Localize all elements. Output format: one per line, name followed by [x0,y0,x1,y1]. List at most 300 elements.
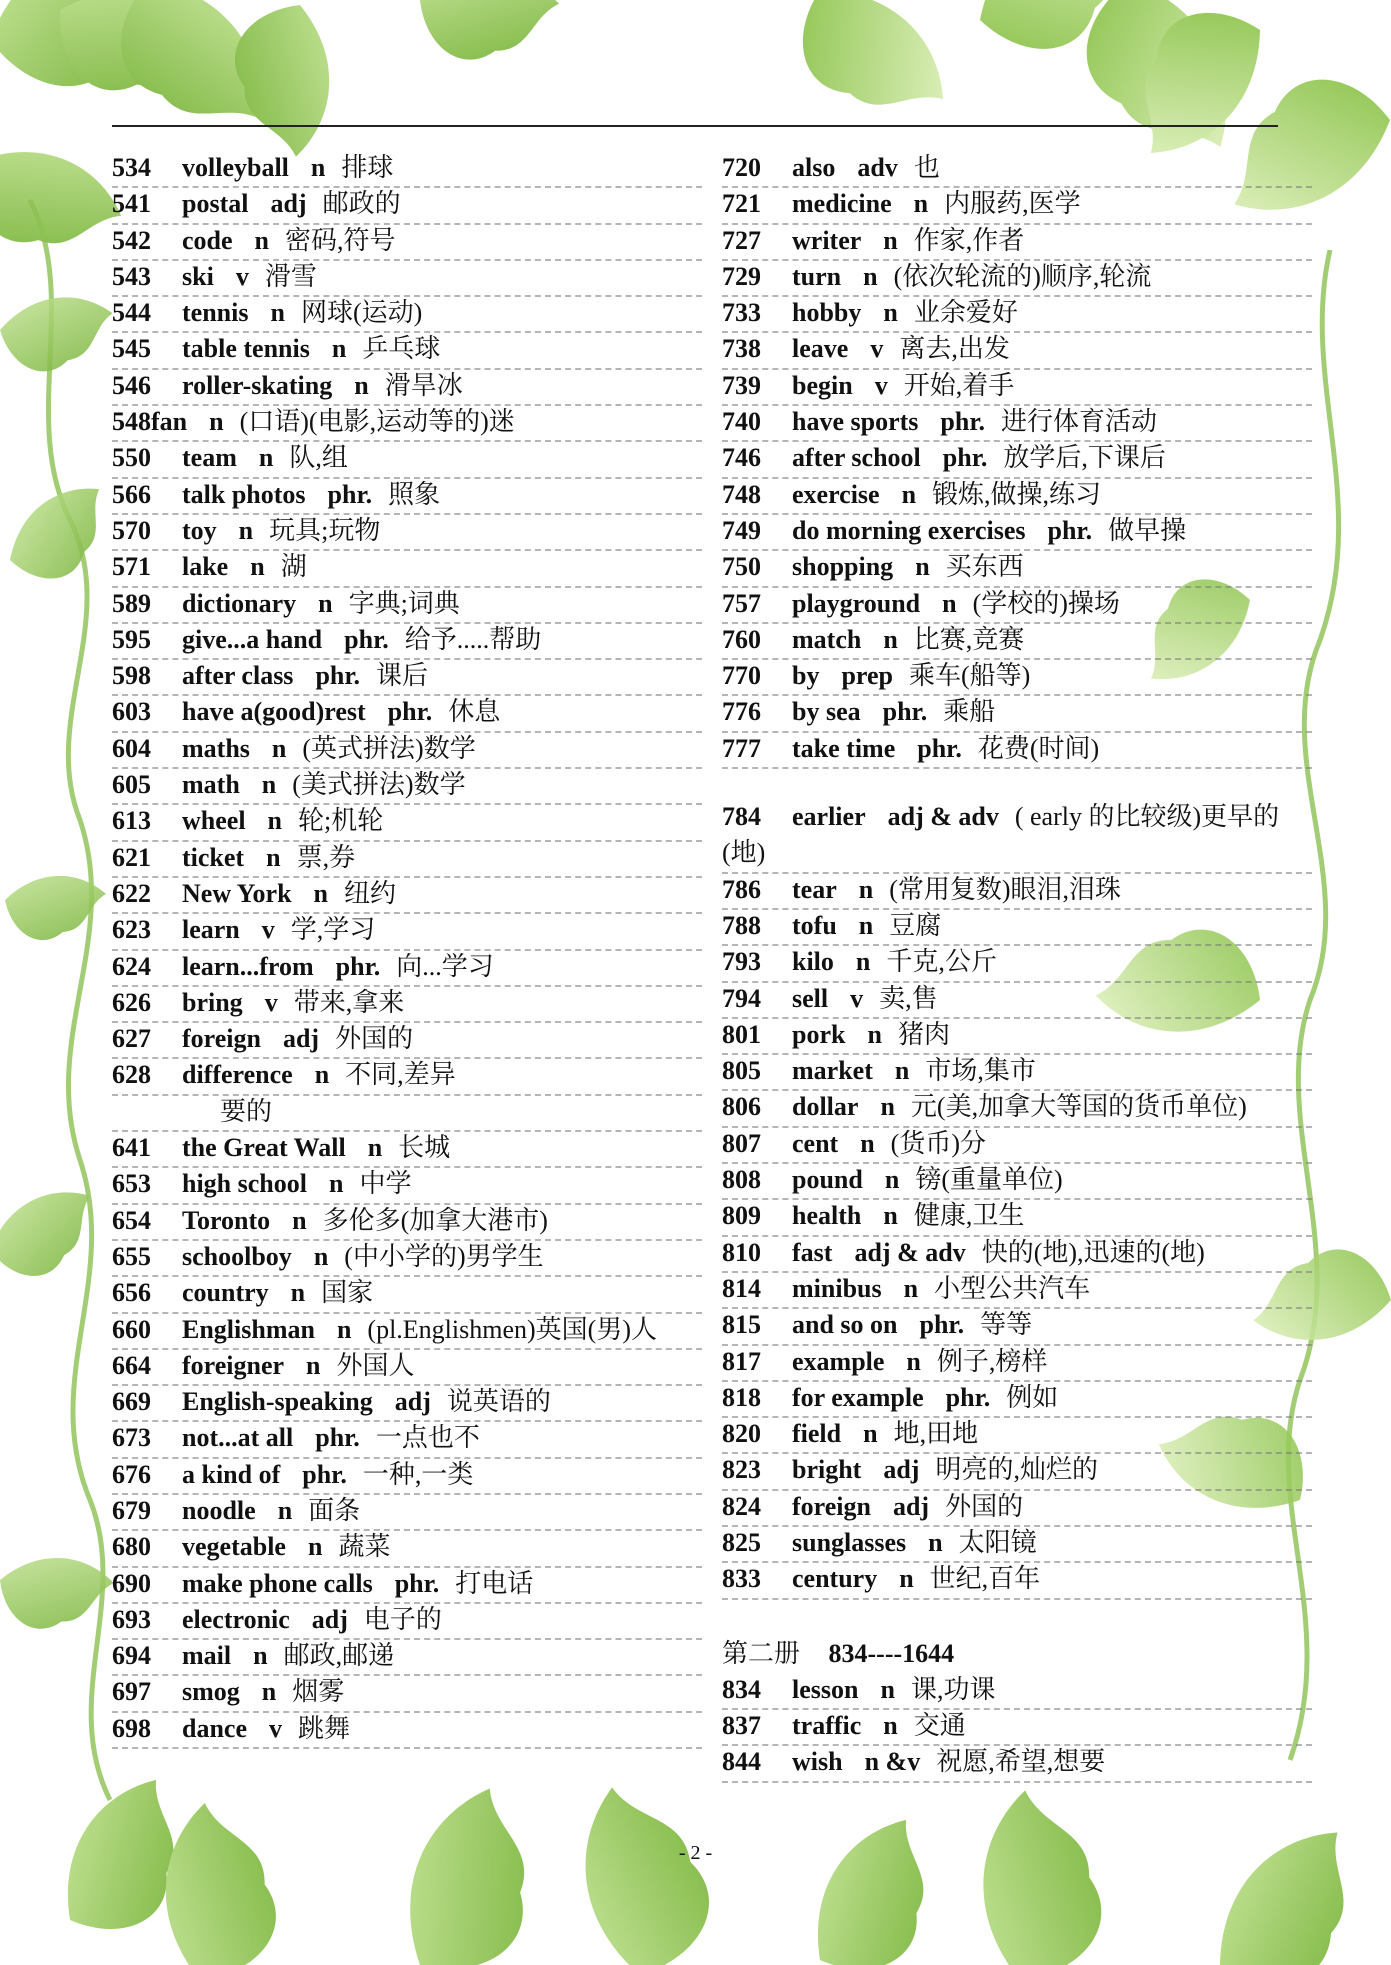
entry-word: electronic [182,1604,290,1634]
entry-definition: 祝愿,希望,想要 [936,1747,1106,1777]
vocab-entry [112,1638,702,1676]
entry-word: for example [792,1382,924,1412]
entry-pos: prep [841,661,893,691]
entry-definition: 中学 [359,1169,412,1199]
entry-definition: 健康,卫生 [913,1201,1025,1231]
entry-number: 729 [722,261,761,291]
entry-number: 746 [722,443,761,473]
entry-pos: n [261,1677,277,1707]
entry-number: 820 [722,1419,761,1449]
vocab-entry [112,1130,702,1168]
entry-pos: adj [892,1491,930,1521]
entry-word: have a(good)rest [182,697,366,727]
vocab-entry [112,513,702,551]
vocab-entry [112,477,702,515]
entry-number: 566 [112,479,151,509]
entry-word: pork [792,1019,846,1049]
vocab-entry [722,223,1312,261]
vocab-entry [112,440,702,478]
entry-number: 698 [112,1713,151,1743]
vocab-entry [112,1203,702,1241]
right-column-group-b [722,799,1312,1600]
vocab-entry [112,586,702,624]
entry-number: 794 [722,983,761,1013]
vocab-entry [722,981,1312,1019]
entry-word: tofu [792,910,837,940]
entry-number: 613 [112,806,151,836]
vocab-entry [722,368,1312,406]
entry-definition: 说英语的 [446,1387,551,1417]
entry-pos: v [874,370,888,400]
entry-number: 697 [112,1677,151,1707]
entry-definition: 电子的 [363,1604,442,1634]
entry-word: also [792,153,836,182]
entry-definition: 元(美,加拿大等国的货币单位) [910,1092,1247,1122]
entry-number: 757 [722,588,761,618]
entry-word: sell [792,983,829,1013]
entry-number: 784 [722,802,761,832]
entry-word: the Great Wall [182,1133,346,1163]
entry-word: medicine [792,189,892,219]
entry-number: 806 [722,1092,761,1122]
entry-pos: n [858,910,874,940]
entry-definition: (中小学的)男学生 [344,1241,544,1271]
vocab-entry [112,912,702,950]
entry-pos: n [277,1495,293,1525]
entry-pos: n [329,1169,344,1199]
entry-word: and so on [792,1310,898,1340]
entry-word: difference [182,1060,293,1090]
entry-definition: 世纪,百年 [929,1564,1041,1594]
entry-pos: phr. [1047,515,1093,545]
entry-definition: 内服药,医学 [944,189,1081,219]
entry-number: 801 [722,1019,761,1049]
vocab-entry [722,799,1312,874]
vocab-entry [112,1674,702,1712]
entry-definition: 放学后,下课后 [1003,443,1166,473]
entry-number: 788 [722,910,761,940]
entry-word: learn [182,915,240,945]
entry-definition: (美式拼法)数学 [292,770,466,800]
entry-definition: 票,券 [296,842,356,872]
entry-number: 622 [112,878,151,908]
entry-definition: 市场,集市 [925,1056,1036,1086]
entry-definition: 也 [913,153,940,182]
vocab-entry [722,731,1312,769]
entry-pos: adj [883,1455,920,1485]
vocab-entry [722,331,1312,369]
entry-definition: 照象 [388,479,441,509]
vocab-entry [722,549,1312,587]
entry-number: 823 [722,1455,761,1485]
entry-definition: 轮;机轮 [298,806,384,836]
entry-pos: phr. [302,1459,347,1489]
entry-definition: ( early 的比较级)更早的(地) [722,802,1280,868]
entry-number: 548fan [112,407,188,437]
entry-number: 679 [112,1495,151,1525]
entry-word: country [182,1278,269,1308]
entry-word: traffic [792,1711,862,1741]
entry-word: kilo [792,947,834,977]
entry-definition: 外国人 [336,1350,415,1380]
entry-pos: adv [857,153,898,182]
entry-definition: 湖 [280,552,307,582]
entry-pos: v [850,983,864,1013]
entry-word: not...at all [182,1423,294,1453]
entry-number: 739 [722,370,761,400]
entry-number: 770 [722,661,761,691]
entry-definition: (货币)分 [890,1128,986,1158]
vocab-entry [722,186,1312,224]
vocab-entry [112,549,702,587]
entry-number: 550 [112,443,151,473]
entry-word: by [792,661,820,691]
entry-pos: n [310,153,326,182]
entry-number: 721 [722,189,761,219]
right-column-group-c [722,1672,1312,1783]
vocab-entry [112,1312,702,1350]
entry-number: 589 [112,588,151,618]
entry-definition: 滑雪 [264,261,317,291]
entry-definition: 学,学习 [290,915,376,945]
entry-word: math [182,770,240,800]
entry-definition: 打电话 [455,1568,534,1598]
entry-definition: 千克,公斤 [886,947,997,977]
entry-pos: n [290,1278,306,1308]
entry-number: 833 [722,1564,761,1594]
entry-number: 621 [112,842,151,872]
vocab-entry [722,1561,1312,1599]
entry-pos: n [253,1641,268,1671]
entry-definition: 例如 [1006,1382,1059,1412]
entry-number: 749 [722,515,761,545]
entry-pos: n [880,1092,895,1122]
vocab-entry [722,1672,1312,1710]
entry-number: 605 [112,770,151,800]
vocab-entry [722,586,1312,624]
vocab-entry [112,1566,702,1604]
entry-word: fast [792,1237,833,1267]
entry-pos: n [942,588,957,618]
entry-definition: 给予.....帮助 [404,624,542,654]
vocab-entry [722,1271,1312,1309]
entry-definition: 字典;词典 [348,588,460,618]
entry-pos: phr. [882,697,928,727]
entry-definition: 向...学习 [396,951,494,981]
entry-pos: n [883,624,898,654]
entry-number: 627 [112,1024,151,1054]
entry-definition: 作家,作者 [913,225,1025,255]
entry-number: 669 [112,1387,151,1417]
entry-word: team [182,443,237,473]
entry-pos: phr. [394,1568,440,1598]
vocab-entry [722,477,1312,515]
entry-number: 807 [722,1128,761,1158]
entry-definition: 离去,出发 [899,334,1010,364]
entry-number: 626 [112,987,151,1017]
entry-definition: 纽约 [344,878,397,908]
vocab-entry [722,1126,1312,1164]
entry-definition: 猪肉 [897,1019,950,1049]
entry-pos: n [367,1133,383,1163]
vocab-entry [722,944,1312,982]
entry-number: 690 [112,1568,151,1598]
entry-number: 738 [722,334,761,364]
entry-pos: n [266,842,281,872]
entry-definition: 花费(时间) [977,733,1100,763]
entry-word: smog [182,1677,240,1707]
vocab-entry [112,1021,702,1059]
entry-word: postal [182,189,249,219]
entry-pos: n [271,733,287,763]
entry-word: have sports [792,407,919,437]
entry-definition: 课后 [376,661,429,691]
entry-number: 603 [112,697,151,727]
spacer [722,767,1312,799]
entry-word: foreign [792,1491,871,1521]
entry-number: 654 [112,1205,151,1235]
entry-definition: 多伦多(加拿大港市) [322,1205,548,1235]
entry-number: 760 [722,624,761,654]
entry-number: 628 [112,1060,151,1090]
entry-pos: n &v [864,1747,921,1777]
entry-definition: 滑旱冰 [384,370,463,400]
entry-number: 570 [112,515,151,545]
entry-number: 571 [112,552,151,582]
entry-definition: 卖,售 [879,983,938,1013]
vocab-entry [112,1239,702,1277]
vocab-entry [112,767,702,805]
entry-pos: n [903,1273,919,1303]
entry-pos: n [867,1019,882,1049]
entry-definition: (英式拼法)数学 [302,733,476,763]
vocab-entry [112,404,702,442]
vocab-entry [722,872,1312,910]
entry-number: 740 [722,407,761,437]
entry-pos: phr. [945,1382,991,1412]
entry-definition: 课,功课 [910,1674,996,1704]
entry-definition: 不同,差异 [345,1060,456,1090]
entry-word: learn...from [182,951,314,981]
vocab-entry [722,1344,1312,1382]
entry-word: give...a hand [182,624,323,654]
entry-definition: 网球(运动) [300,298,423,328]
entry-number: 656 [112,1278,151,1308]
spacer [722,1598,1312,1630]
entry-pos: n [336,1314,352,1344]
entry-definition: 邮政的 [322,189,401,219]
entry-pos: n [883,225,898,255]
entry-word: toy [182,515,217,545]
vocab-entry [112,731,702,769]
entry-number: 641 [112,1133,151,1163]
vocab-entry [112,658,702,696]
entry-word: playground [792,588,921,618]
entry-number: 543 [112,261,151,291]
entry-definition: 跳舞 [298,1713,351,1743]
entry-pos: n [884,1165,900,1195]
right-column-group-a [722,150,1312,769]
entry-pos: n [261,770,277,800]
entry-pos: v [264,987,278,1017]
entry-number: 544 [112,298,151,328]
entry-definition: (学校的)操场 [972,588,1120,618]
entry-definition: 乘船 [943,697,996,727]
entry-definition: 等等 [980,1310,1033,1340]
vocab-entry [722,1162,1312,1200]
entry-number: 595 [112,624,151,654]
entry-pos: phr. [315,1423,360,1453]
entry-word: table tennis [182,334,310,364]
entry-word: New York [182,878,292,908]
vocab-entry [722,1307,1312,1345]
entry-pos: n [880,1674,895,1704]
entry-definition: 一点也不 [375,1423,480,1453]
entry-definition: 外国的 [945,1491,1024,1521]
entry-word: tennis [182,298,249,328]
entry-definition: 面条 [308,1495,361,1525]
entry-definition: 长城 [398,1133,451,1163]
vocab-entry [722,658,1312,696]
vocab-entry [112,150,702,188]
vocab-entry [112,1384,702,1422]
entry-word: after school [792,443,921,473]
right-column [722,150,1312,1781]
entry-definition: 地,田地 [893,1419,979,1449]
entry-definition: (依次轮流的)顺序,轮流 [893,261,1152,291]
vocab-entry [112,1166,702,1204]
entry-pos: n [855,947,871,977]
entry-word: vegetable [182,1532,286,1562]
entry-word: bring [182,987,243,1017]
entry-word: health [792,1201,862,1231]
left-column [112,150,702,1747]
vocab-entry [722,1198,1312,1236]
vocab-entry [722,440,1312,478]
entry-pos: adj & adv [854,1237,966,1267]
entry-pos: adj [394,1387,431,1417]
entry-number: 814 [722,1273,761,1303]
entry-pos: n [883,298,898,328]
vocab-entry [722,1416,1312,1454]
vocab-entry [112,1348,702,1386]
entry-definition: 开始,着手 [903,370,1015,400]
entry-word: a kind of [182,1459,281,1489]
entry-pos: n [863,261,878,291]
vocab-entry [722,1235,1312,1273]
entry-pos: n [354,370,369,400]
entry-pos: n [331,334,347,364]
entry-pos: phr. [315,661,361,691]
entry-number: 825 [722,1527,761,1557]
entry-word: volleyball [182,153,289,182]
entry-word: schoolboy [182,1241,292,1271]
entry-number: 660 [112,1314,151,1344]
entry-word: hobby [792,298,862,328]
entry-number: 693 [112,1604,151,1634]
entry-word: match [792,624,862,654]
vocab-entry [112,1529,702,1567]
entry-word: market [792,1056,873,1086]
entry-word: maths [182,733,250,763]
vocab-entry [722,295,1312,333]
entry-number: 844 [722,1747,761,1777]
entry-pos: n [860,1128,875,1158]
entry-definition: 一种,一类 [362,1459,474,1489]
vocab-entry [112,803,702,841]
entry-pos: v [235,261,249,291]
vocab-entry [722,150,1312,188]
entry-number: 818 [722,1382,761,1412]
entry-definition: 休息 [448,697,501,727]
entry-definition: 蔬菜 [338,1532,391,1562]
entry-pos: phr. [940,407,985,437]
entry-pos: adj [270,189,307,219]
entry-pos: n [209,407,224,437]
entry-definition: 业余爱好 [913,298,1018,328]
entry-word: wheel [182,806,246,836]
entry-definition: 买东西 [945,552,1024,582]
entry-number: 834 [722,1674,761,1704]
entry-word: dictionary [182,588,297,618]
entry-number: 694 [112,1641,151,1671]
entry-number: 808 [722,1165,761,1195]
entry-number: 546 [112,370,151,400]
entry-definition: 乘车(船等) [909,661,1031,691]
entry-word: high school [182,1169,307,1199]
entry-number: 655 [112,1241,151,1271]
entry-word: ticket [182,842,245,872]
vocab-entry [112,949,702,987]
entry-number: 623 [112,915,151,945]
entry-number: 817 [722,1346,761,1376]
entry-number: 750 [722,552,761,582]
vocab-entry [112,223,702,261]
entry-word: leave [792,334,849,364]
entry-word: pound [792,1165,863,1195]
vocab-entry [722,1017,1312,1055]
entry-pos: n [258,443,274,473]
entry-definition: 比赛,竞赛 [913,624,1025,654]
entry-number: 720 [722,153,761,182]
entry-word: do morning exercises [792,515,1026,545]
entry-word: dance [182,1713,247,1743]
entry-pos: n [883,1711,898,1741]
entry-pos: n [915,552,930,582]
entry-number: 727 [722,225,761,255]
entry-number: 676 [112,1459,151,1489]
entry-pos: n [314,1060,330,1090]
vocab-entry [722,622,1312,660]
entry-number: 824 [722,1491,761,1521]
entry-number: 776 [722,697,761,727]
entry-word: roller-skating [182,370,333,400]
vocab-entry [112,1094,702,1132]
entry-word: earlier [792,802,866,832]
entry-word: cent [792,1128,839,1158]
entry-number: 542 [112,225,151,255]
entry-pos: n [894,1056,910,1086]
entry-number: 809 [722,1201,761,1231]
entry-pos: n [906,1346,921,1376]
entry-definition: 外国的 [335,1024,414,1054]
entry-definition: 明亮的,灿烂的 [935,1455,1098,1485]
entry-pos: adj [311,1604,348,1634]
entry-number: 541 [112,189,151,219]
section-range: 834----1644 [828,1638,955,1668]
entry-number: 598 [112,661,151,691]
entry-definition: 做早操 [1108,515,1187,545]
